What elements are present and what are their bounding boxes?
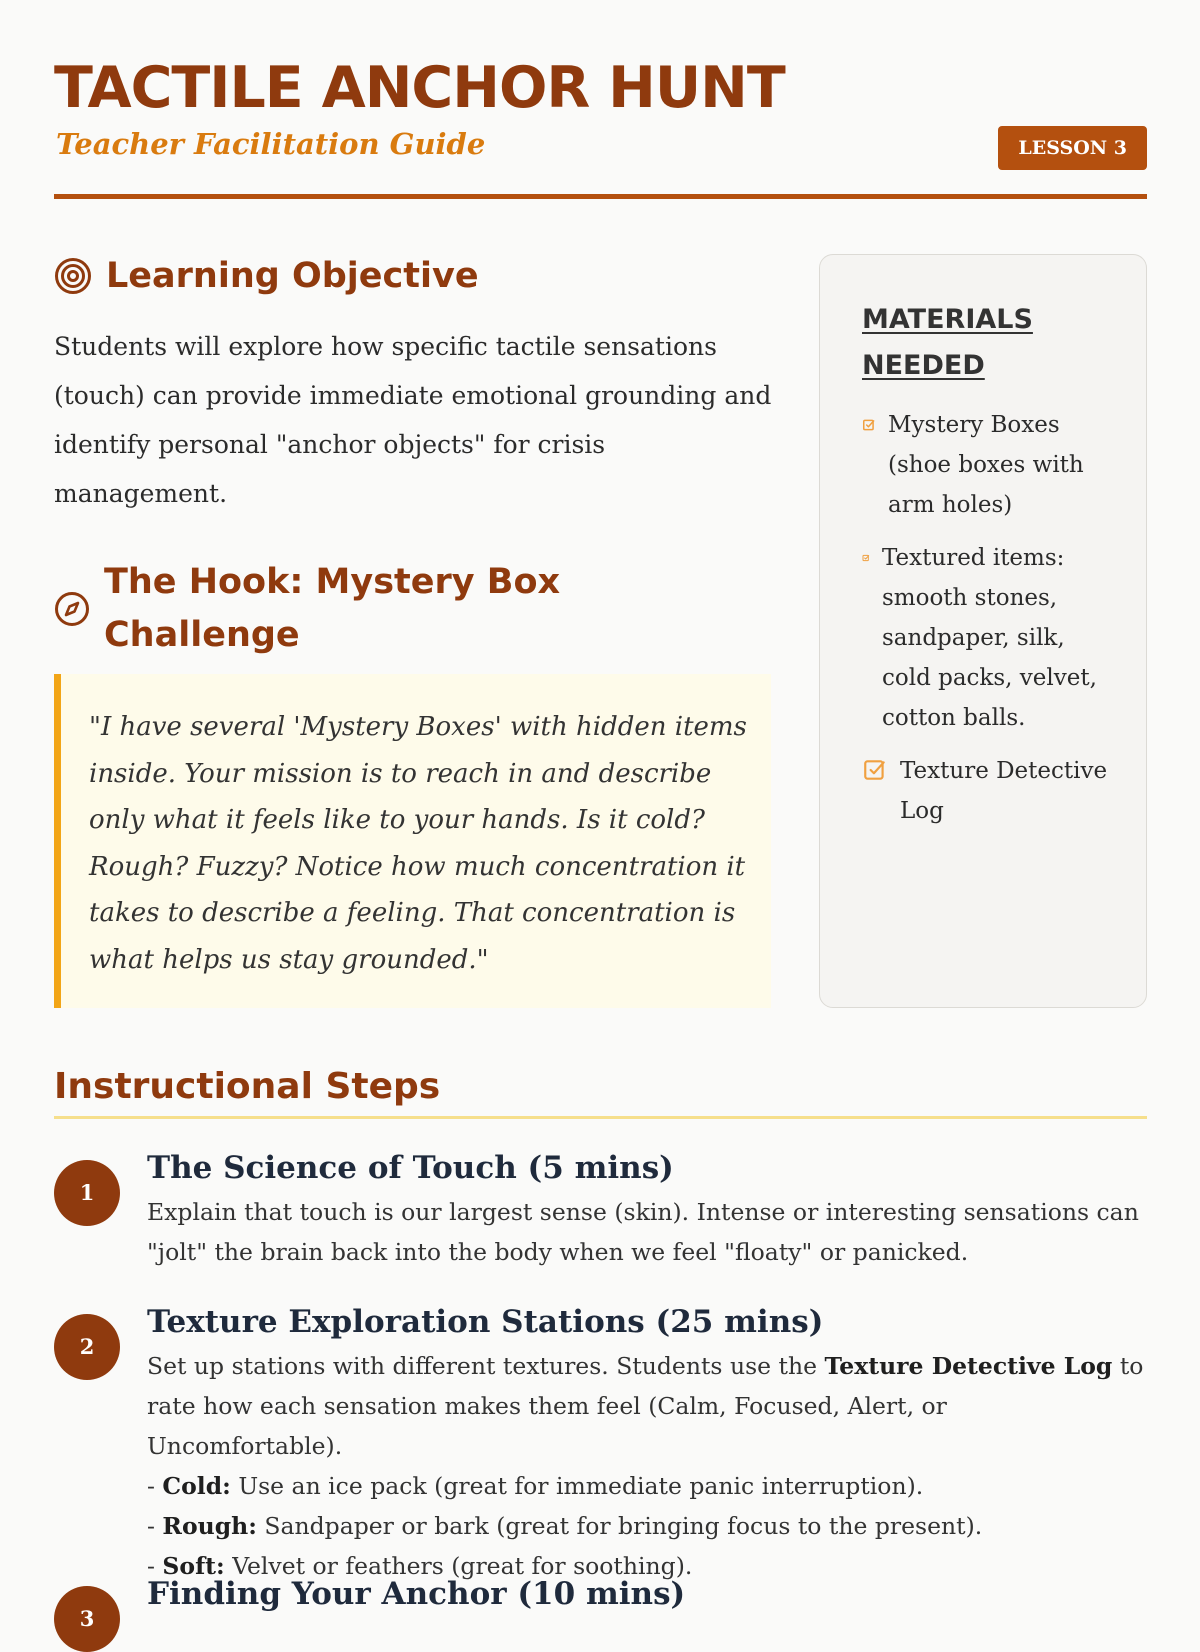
hook-heading <box>54 556 714 662</box>
step-title: Texture Exploration Stations (25 mins) <box>147 1304 824 1340</box>
materials-item-text: Mystery Boxes (shoe boxes with arm holes) <box>888 412 1084 518</box>
step-bullet: - Cold: Use an ice pack (great for immediate panic interruption). <box>147 1472 924 1500</box>
step-body-bold: Texture Detective Log <box>824 1352 1113 1380</box>
step-body-post: to rate how each sensation makes them feel (Calm, Focused, Alert, or Uncomfortable). <box>147 1352 1144 1460</box>
step-body <box>147 1346 1147 1586</box>
steps-divider <box>54 1116 1147 1119</box>
step-title: The Science of Touch (5 mins) <box>147 1150 674 1186</box>
step-bullet: - Soft: Velvet or feathers (great for soothing). <box>147 1552 693 1580</box>
bullet-text: Use an ice pack (great for immediate panic interruption). <box>230 1472 924 1500</box>
step-body <box>147 1192 1147 1272</box>
materials-item <box>862 538 1112 738</box>
step-bullet: - Rough: Sandpaper or bark (great for bringing focus to the present). <box>147 1512 983 1540</box>
objective-text: Students will explore how specific tactile sensations (touch) can provide immediate emotional grounding and identify personal "anchor objects" for crisis management. <box>54 332 772 508</box>
bullet-label: Soft: <box>162 1552 225 1580</box>
step-body-pre: Set up stations with different textures. Students use the <box>147 1352 825 1380</box>
page-title: TACTILE ANCHOR HUNT <box>54 55 785 121</box>
checkbox-icon <box>862 418 876 432</box>
hook-heading-text: The Hook: Mystery Box Challenge <box>104 562 561 655</box>
materials-heading: MATERIALS NEEDED <box>862 304 1033 381</box>
target-icon <box>54 257 92 295</box>
header-divider <box>54 194 1147 199</box>
objective-heading-text: Learning Objective <box>106 256 479 296</box>
materials-item <box>862 751 1112 831</box>
page-subtitle: Teacher Facilitation Guide <box>56 127 486 161</box>
checkbox-icon <box>862 757 888 783</box>
bullet-label: Rough: <box>162 1512 257 1540</box>
materials-item-text: Texture Detective Log <box>900 758 1108 824</box>
materials-item <box>862 405 1112 525</box>
objective-heading <box>54 254 479 298</box>
hook-quote-text: "I have several 'Mystery Boxes' with hidden items inside. Your mission is to reach in and describe only what it feels like to your hands. Is it cold? Rough? Fuzzy? Notice how much concentration it takes to describe a feeling. That concentration is what helps us stay grounded." <box>89 712 747 975</box>
step-body-text <box>147 1346 1147 1466</box>
bullet-label: Cold: <box>162 1472 231 1500</box>
materials-item-text: Textured items: smooth stones, sandpaper, silk, cold packs, velvet, cotton balls. <box>882 545 1097 731</box>
materials-card <box>819 254 1147 1008</box>
step-number: 2 <box>54 1314 120 1380</box>
bullet-text: Velvet or feathers (great for soothing). <box>224 1552 693 1580</box>
steps-heading: Instructional Steps <box>54 1066 441 1107</box>
hook-quote <box>54 674 771 1008</box>
compass-icon <box>54 591 90 627</box>
bullet-text: Sandpaper or bark (great for bringing focus to the present). <box>256 1512 983 1540</box>
lesson-badge: LESSON 3 <box>998 126 1147 170</box>
step-body-text: Explain that touch is our largest sense (skin). Intense or interesting sensations can "jolt" the brain back into the body when we feel "floaty" or panicked. <box>147 1198 1139 1266</box>
step-number: 1 <box>54 1160 120 1226</box>
step-title: Finding Your Anchor (10 mins) <box>147 1576 686 1612</box>
step-number: 3 <box>54 1586 120 1652</box>
checkbox-icon <box>862 554 870 562</box>
